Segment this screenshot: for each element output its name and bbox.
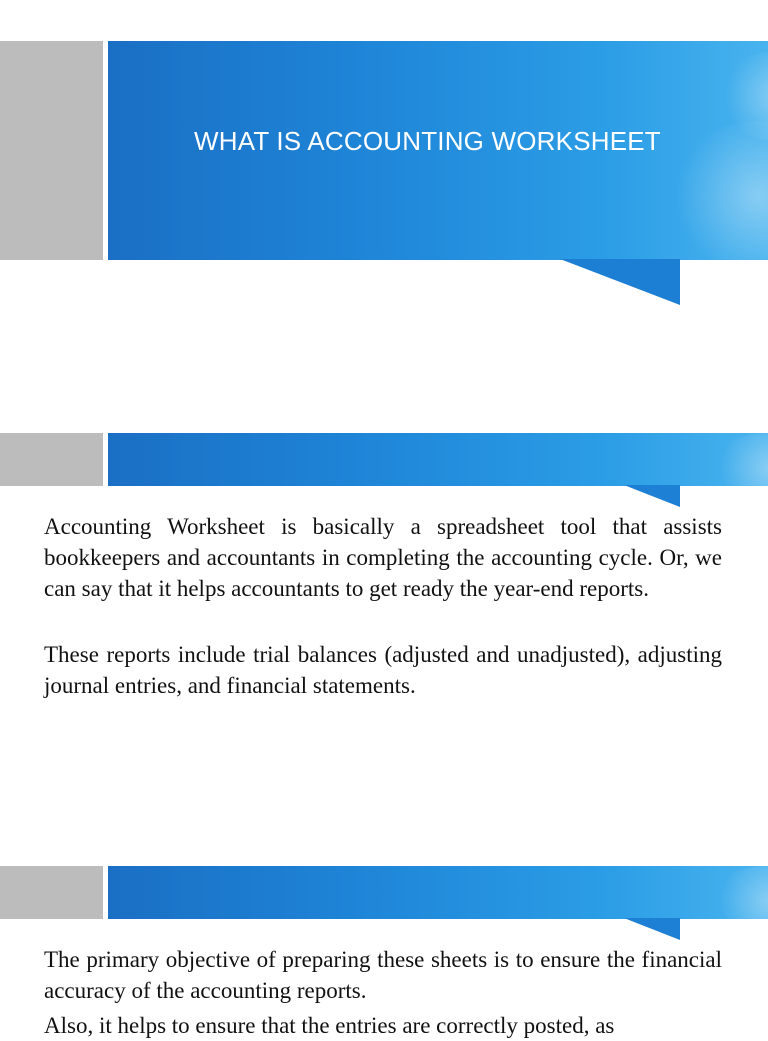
content-slide-2 [0,866,768,1038]
blue-header-band [108,866,768,919]
cloud-decoration [668,121,768,260]
gray-side-block [0,41,103,260]
body-paragraph: Accounting Worksheet is basically a spreadsheet tool that assists bookkeepers and accountants in completing the accounting cycle. Or, we can say that it helps accountants to get ready the year-end reports. [44,514,722,601]
gray-side-block [0,433,103,486]
speech-tail [624,485,684,509]
body-paragraph: The primary objective of preparing these sheets is to ensure the financial accuracy of the accounting reports. [44,947,722,1003]
title-slide [0,41,768,306]
body-paragraph: Also, it helps to ensure that the entries are correctly posted, as [44,1013,615,1038]
body-paragraph: These reports include trial balances (adjusted and unadjusted), adjusting journal entries, and financial statements. [44,642,722,698]
speech-tail [560,259,684,307]
content-slide-1 [0,433,768,733]
speech-tail [624,918,684,942]
cloud-decoration [708,866,768,919]
cloud-decoration [708,433,768,486]
gray-side-block [0,866,103,919]
slide-title: WHAT IS ACCOUNTING WORKSHEET [194,126,661,156]
blue-header-band [108,433,768,486]
